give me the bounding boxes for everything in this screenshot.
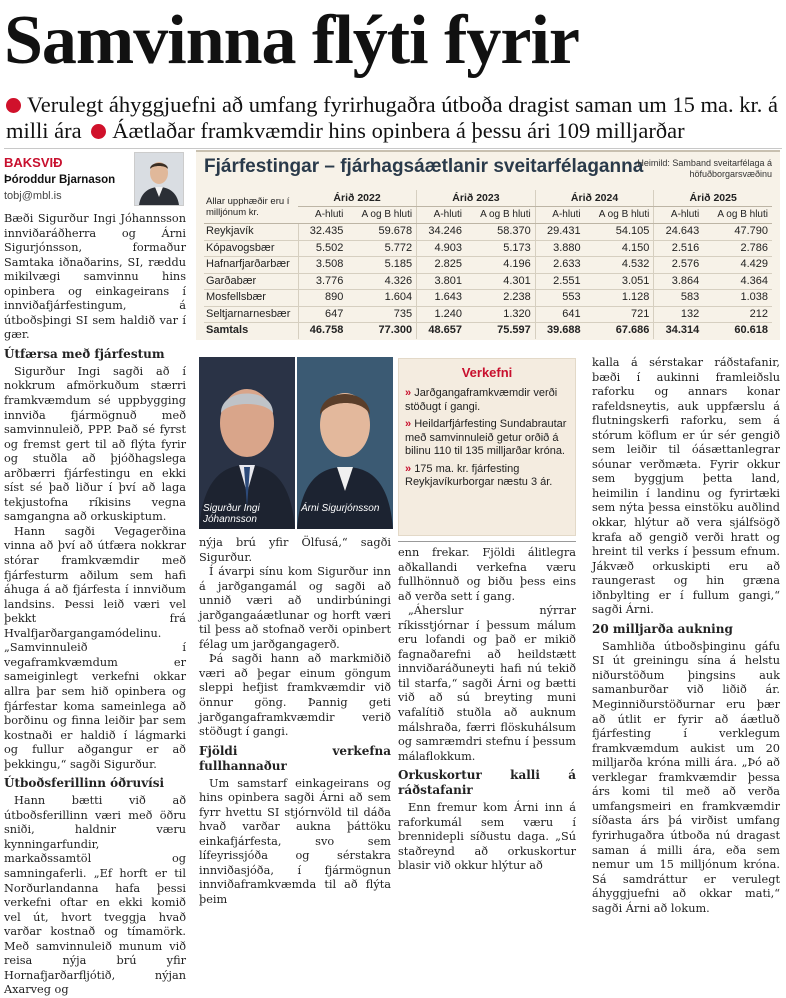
table-cell: 47.790: [703, 224, 772, 241]
table-cell: 1.604: [347, 290, 416, 307]
table-cell: 212: [703, 306, 772, 323]
table-cell: 29.431: [535, 224, 584, 241]
year-header: Árið 2024: [535, 190, 654, 207]
table-cell: 2.516: [654, 240, 703, 257]
table-cell: 647: [298, 306, 347, 323]
col-header: A-hluti: [298, 207, 347, 224]
col-header: A og B hluti: [347, 207, 416, 224]
col-header: A-hluti: [535, 207, 584, 224]
table-row: [204, 257, 772, 274]
table-cell: 4.429: [703, 257, 772, 274]
bullet-dot-icon: [6, 98, 21, 113]
projects-list: [405, 387, 571, 494]
table-cell: 60.618: [734, 324, 768, 336]
table-cell: 32.435: [298, 224, 347, 241]
byline-kicker: BAKSVIÐ: [4, 155, 63, 170]
table-cell: 1.240: [417, 306, 466, 323]
investment-table-box: [196, 150, 780, 340]
table-cell: 4.364: [703, 273, 772, 290]
paragraph: Þá sagði hann að markmiðið væri að þegar einum göngum sleppi hefjist framkvæmdir við önnur göng. Þannig geti jarðgangaframkvæmdir verið stöðugt í gangi.: [199, 652, 391, 739]
photo-caption: Árni Sigurjónsson: [301, 503, 380, 514]
table-cell: 48.657: [417, 323, 466, 339]
bullet-dot-icon: [91, 124, 106, 139]
table-cell: 24.643: [654, 224, 703, 241]
list-item: [405, 463, 571, 490]
double-chevron-icon: »: [405, 387, 412, 399]
table-cell: 54.105: [585, 224, 654, 241]
list-item-text: Heildarfjárfesting Sundabrautar með samvinnuleið getur orðið á bilinu 110 til 135 milljarðar króna.: [405, 418, 567, 457]
paragraph: Enn fremur kom Árni inn á raforkumál sem væru í brennidepli síðustu daga. „Sú staðreynd að orkuskortur blasir við okkur hlýtur að: [398, 801, 576, 873]
table-cell: 2.576: [654, 257, 703, 274]
table-cell: 75.597: [497, 324, 531, 336]
table-cell: 2.238: [466, 290, 535, 307]
table-cell: 5.173: [466, 240, 535, 257]
table-cell: 34.314: [654, 323, 703, 339]
table-cell: 583: [654, 290, 703, 307]
article-column-1: [4, 212, 186, 997]
table-cell: 58.370: [466, 224, 535, 241]
table-cell: 5.772: [347, 240, 416, 257]
municipality-name: Samtals: [206, 324, 249, 336]
col-header: A og B hluti: [703, 207, 772, 224]
table-cell: 735: [347, 306, 416, 323]
section-heading: Útfærsa með fjárfestum: [4, 346, 165, 361]
table-cell: 3.864: [654, 273, 703, 290]
table-cell: 1.320: [466, 306, 535, 323]
table-cell: 4.150: [585, 240, 654, 257]
paragraph: nýja brú yfir Ölfusá,“ sagði Sigurður.: [199, 536, 391, 564]
article-column-3: [398, 546, 576, 873]
investment-table: [204, 190, 772, 339]
table-cell: 34.246: [417, 224, 466, 241]
table-cell: 5.185: [347, 257, 416, 274]
article-column-2: [199, 536, 391, 907]
table-cell: 3.801: [417, 273, 466, 290]
subheadline: [6, 92, 782, 144]
table-cell: 2.786: [703, 240, 772, 257]
col-header: A og B hluti: [466, 207, 535, 224]
table-row: [204, 240, 772, 257]
table-cell: 4.326: [347, 273, 416, 290]
subheadline-part-2: Áætlaðar framkvæmdir hins opinbera á þessu ári 109 milljarðar: [112, 118, 685, 143]
table-cell: 3.508: [298, 257, 347, 274]
table-cell: 721: [585, 306, 654, 323]
paragraph: Í ávarpi sínu kom Sigurður inn á jarðgangamál og sagði að unnið væri að undirbúningi jarðgangaáætlunar og horft væri til þess að stofnað verði opinbert félag um jarðgangagerð.: [199, 565, 391, 651]
paragraph: Hann bætti við að útboðsferillinn væri með öðru sniði, haldnir væru kynningarfundir, markaðssamtöl og samningaferli. „Ef horft er til Norðurlandanna hafa þessi verkefni oftar en ekki komið vel út, hvort tveggja hvað varðar kostnað og tímamörk. Með samvinnuleið munum við reisa nýja brú yfir Hornafjarðarfljótið, nýjan Axarveg og: [4, 794, 186, 997]
section-heading: Fjöldi verkefna fullhannaður: [199, 743, 391, 773]
paragraph: Samhliða útboðsþinginu gáfu SI út greiningu sína á helstu niðurstöðum þingsins auk samanburðar við liðið ár. Meginniðurstöðurnar eru þær að útlit er fyrir að áætluð fjárfesting í verklegum framkvæmdum aukist um 20 milljarða króna milli ára. „Þó að verklegar framkvæmdir þessa árs komi til með að verða umfangsmeiri en framkvæmdir síðasta árs þá virðist umfang fyrirhugaðra útboða nú dragast saman á milli ára, eða sem nemur um 15 milljónum króna. Sá samdráttur er verulegt áhyggjuefni að okkar mati,“ sagði Árni að lokum.: [592, 639, 780, 915]
municipality-name: Hafnarfjarðarbær: [204, 257, 298, 274]
table-cell: 5.502: [298, 240, 347, 257]
table-row: [204, 306, 772, 323]
table-body: [204, 224, 772, 339]
byline-author: Þóroddur Bjarnason: [4, 174, 116, 186]
projects-box-title: Verkefni: [461, 365, 513, 380]
table-cell: 553: [535, 290, 584, 307]
table-cell: 77.300: [378, 324, 413, 336]
list-item-text: 175 ma. kr. fjárfesting Reykjavíkurborgar næstu 3 ár.: [405, 462, 553, 488]
paragraph: Sigurður Ingi sagði að í nokkrum afmörkuðum stærri framkvæmdum sé uppbygging innviða fjármögnuð með samvinnuleið, PPP. Það sé fyrst og fremst gert til að flýta fyrir og stuðla að þjóðhagslega arðbærri fjárfestingu en ekki síst sé það liður í því að laga tekjustofna ríkisins vegna samgangna að orkuskiptum.: [4, 364, 186, 524]
list-item: [405, 387, 571, 414]
list-item-text: Jarðgangaframkvæmdir verði stöðugt í gangi.: [405, 387, 558, 413]
municipality-name: Garðabær: [204, 273, 298, 290]
section-heading: Orkuskortur kalli á ráðstafanir: [398, 768, 576, 798]
table-total-row: [204, 323, 772, 339]
section-heading: 20 milljarða aukning: [592, 621, 733, 636]
paragraph: kalla á sérstakar ráðstafanir, bæði í aukinni framleiðslu raforku og annars konar rafeldsneytis, auk uppfærslu á flutningskerfi raforku, sem á stórum köflum er úr sér gengið sem leiðir til óásættanlegrar sóunar verðmæta. Fyrir okkur sem byggjum þetta land, heimilin í landinu og fyrirtæki sem nýta þessa einstöku auðlind okkar, hlýtur að vera sjálfsögð krafa að gengið verði hratt og hreint til verks í þessum efnum. Jákvæð orkuskipti eru að raungerast og hin græna iðnbylting er í fullum gangi,“ sagði Árni.: [592, 356, 780, 617]
year-header: Árið 2025: [654, 190, 772, 207]
table-cell: 132: [654, 306, 703, 323]
municipality-name: Reykjavík: [204, 224, 298, 241]
table-row: [204, 224, 772, 241]
table-cell: 39.688: [535, 323, 584, 339]
table-row: [204, 273, 772, 290]
list-item: [405, 418, 571, 459]
page-headline: Samvinna flýti fyrir: [4, 2, 579, 79]
table-source: Heimild: Samband sveitarfélaga á höfuðborgarsvæðinu: [637, 158, 772, 179]
section-heading: Útboðsferillinn óðruvísi: [4, 776, 165, 791]
author-avatar: [134, 152, 184, 206]
paragraph: „Áherslur nýrrar ríkisstjórnar í þessum málum eru lofandi og það er mikið fagnaðarefni að heildstætt innviðaráðuneyti hafi nú tekið til starfa,“ sagði Árni og bætti við að sú breyting muni vafalítið stuðla að auknum málshraða, færri flöskuhálsum og samræmdri stefnu í þessum málaflokkum.: [398, 604, 576, 763]
byline-email[interactable]: tobj@mbl.is: [4, 190, 62, 202]
table-cell: 641: [535, 306, 584, 323]
year-header: Árið 2023: [417, 190, 536, 207]
divider: [4, 148, 782, 149]
paragraph: enn frekar. Fjöldi álitlegra aðkallandi verkefna væru fullhönnuð og biðu þess eins að verða sett í gang.: [398, 546, 576, 603]
col-header: A-hluti: [417, 207, 466, 224]
table-cell: 1.128: [585, 290, 654, 307]
photo-caption: Sigurður Ingi Jóhannsson: [203, 503, 260, 525]
table-cell: 67.686: [615, 324, 650, 336]
municipality-name: Kópavogsbær: [204, 240, 298, 257]
col-header: A-hluti: [654, 207, 703, 224]
table-cell: 3.880: [535, 240, 584, 257]
article-column-4: [592, 356, 780, 915]
year-header: Árið 2022: [298, 190, 417, 207]
table-row: [204, 290, 772, 307]
double-chevron-icon: »: [405, 462, 412, 475]
table-cell: 4.532: [585, 257, 654, 274]
table-cell: 4.301: [466, 273, 535, 290]
municipality-name: Mosfellsbær: [204, 290, 298, 307]
municipality-name: Seltjarnarnesbær: [204, 306, 298, 323]
table-note: Allar upphæðir eru í milljónum kr.: [204, 190, 298, 224]
divider: [398, 541, 576, 542]
double-chevron-icon: »: [405, 418, 412, 430]
table-cell: 2.551: [535, 273, 584, 290]
table-cell: 890: [298, 290, 347, 307]
paragraph: Um samstarf einkageirans og hins opinbera sagði Árni að sem fyrr hvettu SI stjórnvöld til dáða hvað varðar aukna þáttöku einkafjárfesta, svo sem lífeyrissjóða og sérstakra innviðasjóða, í fjármögnun innviðaframkvæmda til að flýta þeim: [199, 776, 391, 907]
table-cell: 4.196: [466, 257, 535, 274]
projects-box: [398, 358, 576, 536]
table-cell: 1.643: [417, 290, 466, 307]
paragraph: Hann sagði Vegagerðina vinna að því að útfæra nokkrar stórar framkvæmdir með fjárfesturm aðilum sem hafi áhuga á að fjárfesta í innviðum landsins. Þessi leið væri vel þekkt frá Hvalfjarðargangamódelinu. „Samvinnuleið í vegaframkvæmdum er sameiginlegt verkefni okkar allra þar sem hið opinbera og fjárfestar koma sameinlega að borðinu og finna leiðir þar sem kostnaði er haldið í lágmarki og fullur aðgangur er að þekkingu,“ sagði Sigurður.: [4, 524, 186, 771]
table-title: Fjárfestingar – fjárhagsáætlanir sveitarfélaganna: [204, 156, 644, 177]
subheadline-part-1: Verulegt áhyggjuefni að umfang fyrirhugaðra útboða dragist saman um 15 ma. kr. á milli ára: [6, 92, 779, 143]
table-cell: 46.758: [298, 323, 347, 339]
table-cell: 2.633: [535, 257, 584, 274]
table-cell: 2.825: [417, 257, 466, 274]
table-cell: 3.051: [585, 273, 654, 290]
table-cell: 1.038: [703, 290, 772, 307]
table-cell: 59.678: [347, 224, 416, 241]
table-cell: 3.776: [298, 273, 347, 290]
paragraph: Bæði Sigurður Ingi Jóhannsson innviðaráðherra og Árni Sigurjónsson, formaður Samtaka iðnaðarins, SI, ræddu mikilvægi samvinnu hins opinbera og einkageirans í innviðafjárfestingum, á útboðsþingi SI sem haldið var í gær.: [4, 212, 186, 342]
table-cell: 4.903: [417, 240, 466, 257]
col-header: A og B hluti: [585, 207, 654, 224]
